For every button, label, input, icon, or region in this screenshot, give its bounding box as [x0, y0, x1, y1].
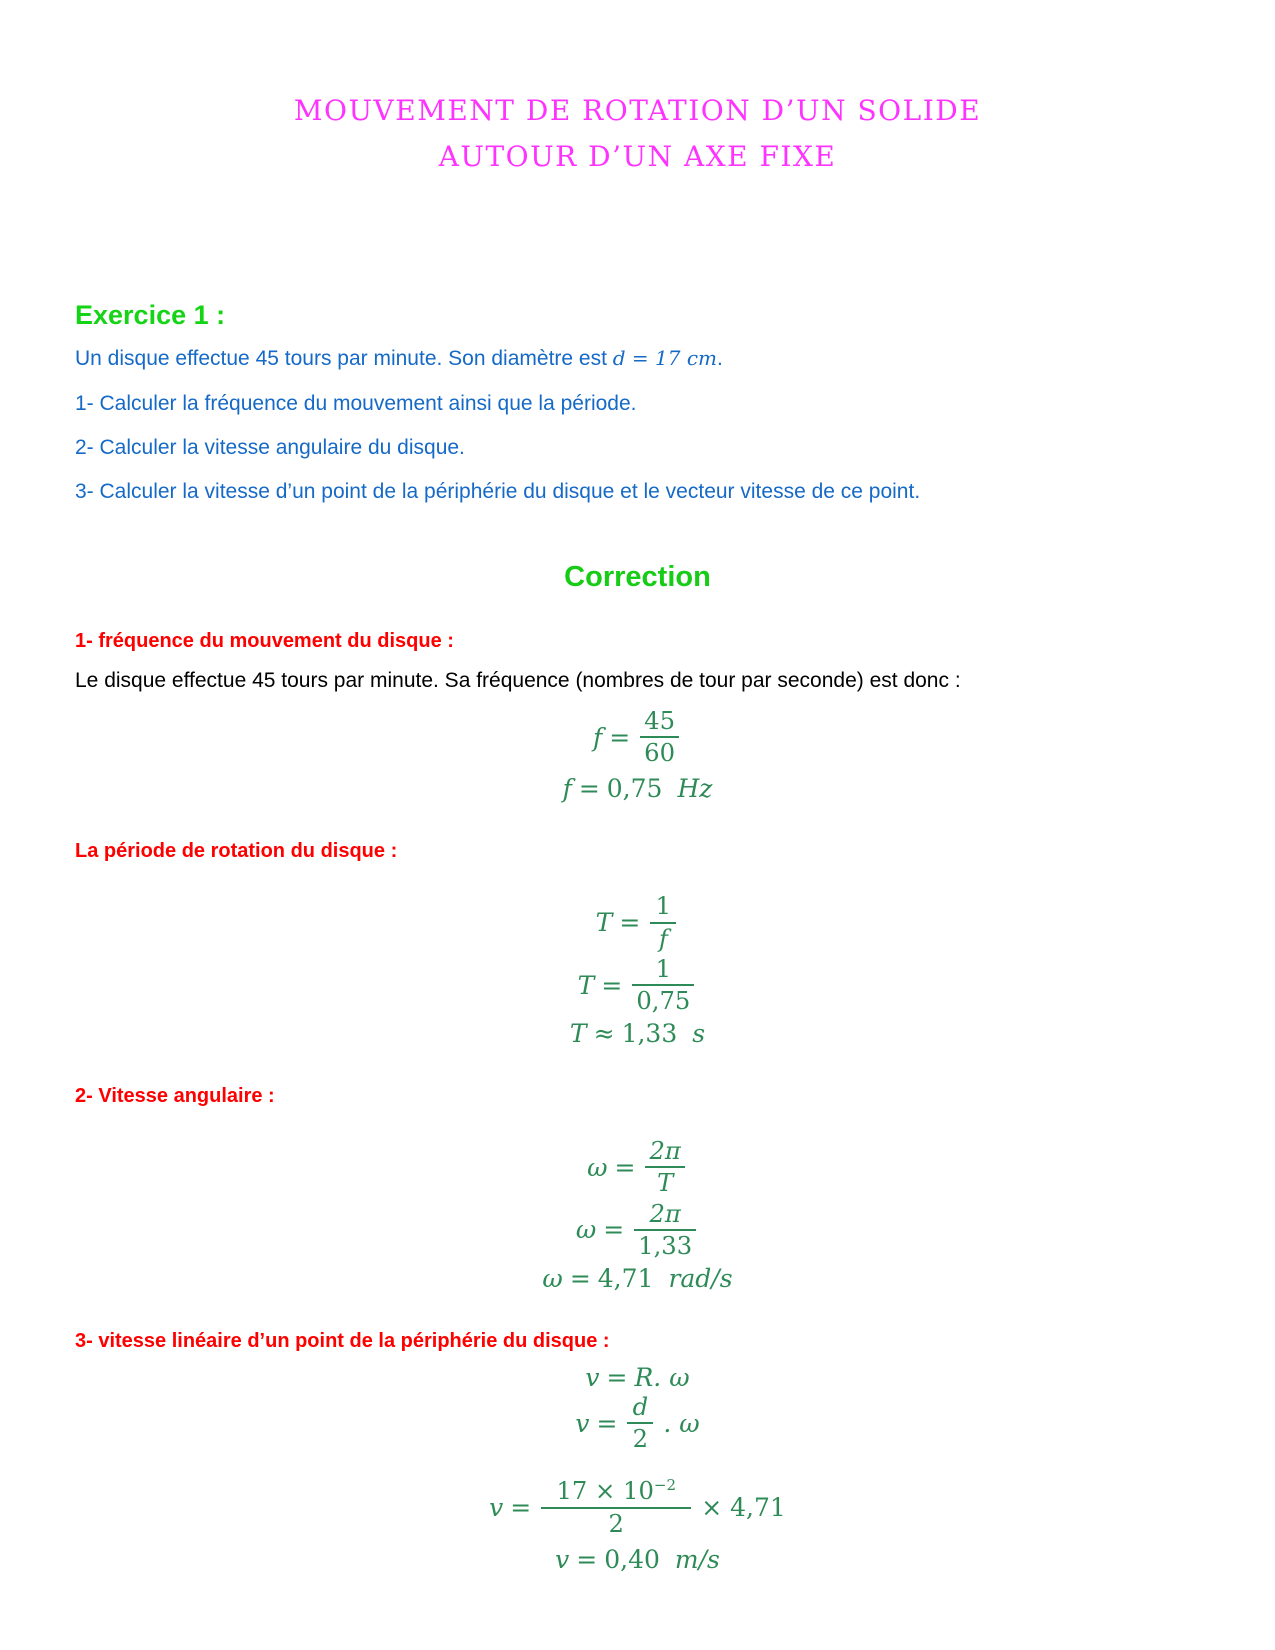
formula-v-result: [75, 1542, 1200, 1577]
formula-omega-result-lhs: ω: [542, 1263, 563, 1293]
correction-section-heading-1: 1- fréquence du mouvement du disque :: [75, 629, 454, 652]
spacer: [75, 1051, 1200, 1069]
exercise-question-2: 2- Calculer la vitesse angulaire du disque.: [75, 436, 465, 460]
formula-omega-lhs: ω: [587, 1152, 608, 1182]
formula-f-result-value: 0,75: [606, 774, 663, 804]
correction-section-body-1: Le disque effectue 45 tours par minute. Sa fréquence (nombres de tour par seconde) est donc :: [75, 668, 961, 692]
formula-f-result: [75, 771, 1200, 806]
formula-v-halfd-lhs: v: [575, 1408, 590, 1438]
correction-section-heading-2: La période de rotation du disque :: [75, 840, 398, 863]
spacer: [75, 1296, 1200, 1314]
fraction-denominator: T: [657, 1168, 674, 1198]
fraction-1-f: [650, 893, 676, 951]
formula-v-rhs: R. ω: [634, 1362, 690, 1392]
formula-omega-numeric: [75, 1199, 1200, 1261]
fraction-denominator: 2: [608, 1508, 624, 1538]
spacer: [75, 1118, 1200, 1136]
formula-v-numeric-operator: =: [510, 1492, 532, 1522]
title-line-2: AUTOUR D’UN AXE FIXE: [438, 140, 837, 174]
formula-T-result-unit: s: [692, 1019, 706, 1049]
formula-omega-result-value: 4,71: [597, 1263, 654, 1293]
formula-T-result-operator: ≈: [593, 1019, 615, 1049]
correction-section-heading-3: 2- Vitesse angulaire :: [75, 1085, 275, 1108]
fraction-numerator: 2π: [649, 1136, 681, 1166]
exercise-heading: Exercice 1 :: [75, 300, 226, 331]
fraction-2pi-T: [645, 1138, 684, 1196]
statement-inline-math: d = 17 cm: [612, 346, 718, 371]
formula-T-result-value: 1,33: [621, 1019, 678, 1049]
formula-v-definition: [75, 1363, 1200, 1392]
formula-f-fraction: [75, 703, 1200, 771]
formula-v-lhs: v: [585, 1362, 600, 1392]
fraction-denominator: 2: [632, 1424, 649, 1454]
correction-heading: Correction: [564, 560, 711, 593]
formula-T-lhs: T: [595, 908, 613, 938]
formula-omega-numeric-operator: =: [603, 1215, 625, 1245]
formula-T-numeric-lhs: T: [577, 970, 595, 1000]
fraction-numerator: 45: [644, 706, 676, 736]
formula-f-result-unit: Hz: [677, 774, 713, 804]
formula-v-result-operator: =: [576, 1544, 598, 1574]
formula-f-lhs: f: [592, 722, 603, 752]
formula-v-numeric: [75, 1472, 1200, 1541]
formula-omega-result-unit: rad/s: [668, 1263, 733, 1293]
formula-f-result-lhs: f: [562, 774, 572, 804]
spacer: [75, 1454, 1200, 1472]
formula-omega-result: [75, 1261, 1200, 1296]
fraction-1-075: [632, 953, 694, 1016]
statement-text-tail: .: [717, 347, 723, 371]
formula-omega-result-operator: =: [569, 1263, 591, 1293]
fraction-numerator: 1: [655, 891, 672, 921]
exercise-statement: [75, 337, 1200, 381]
statement-text-lead: Un disque effectue 45 tours par minute. Son diamètre est: [75, 347, 613, 371]
fraction-2pi-133: [634, 1198, 696, 1260]
fraction-numerator: 1: [655, 953, 672, 983]
formula-v-numeric-lhs: v: [489, 1492, 504, 1522]
fraction-denominator: 60: [644, 738, 676, 768]
formula-T-definition: [75, 891, 1200, 953]
fraction-denominator: 0,75: [636, 986, 691, 1016]
formula-omega-definition: [75, 1136, 1200, 1198]
spacer: [75, 806, 1200, 824]
exercise-question-3: 3- Calculer la vitesse d’un point de la périphérie du disque et le vecteur vitesse de ce point.: [75, 480, 921, 504]
fraction-numerator: [552, 1477, 680, 1504]
fraction-numerator: 2π: [649, 1198, 681, 1228]
formula-v-numeric-suffix: × 4,71: [701, 1492, 786, 1522]
formula-T-numeric: [75, 954, 1200, 1016]
fraction-numerator: d: [632, 1391, 649, 1421]
formula-T-numeric-operator: =: [601, 970, 623, 1000]
formula-v-result-unit: m/s: [674, 1544, 720, 1574]
page-title: [75, 0, 1200, 180]
correction-section-heading-4: 3- vitesse linéaire d’un point de la périphérie du disque :: [75, 1329, 610, 1352]
formula-omega-operator: =: [614, 1152, 636, 1182]
fraction-d-2: [627, 1391, 653, 1454]
formula-T-result-lhs: T: [569, 1019, 587, 1049]
formula-v-result-value: 0,40: [604, 1544, 660, 1574]
fraction-scientific-2: [541, 1477, 691, 1536]
title-line-1: MOUVEMENT DE ROTATION D’UN SOLIDE: [293, 94, 982, 127]
formula-v-result-lhs: v: [555, 1544, 570, 1574]
fraction-45-60: [640, 708, 679, 766]
formula-v-operator: =: [606, 1362, 628, 1392]
formula-f-result-operator: =: [578, 774, 600, 804]
spacer: [75, 873, 1200, 891]
formula-v-halfd: [75, 1392, 1200, 1454]
fraction-denominator: 1,33: [638, 1230, 693, 1260]
numerator-base: 17 × 10: [556, 1476, 654, 1506]
formula-v-halfd-suffix: . ω: [663, 1408, 700, 1438]
formula-v-halfd-operator: =: [596, 1408, 618, 1438]
formula-omega-numeric-lhs: ω: [575, 1215, 597, 1245]
numerator-exponent: −2: [653, 1476, 677, 1495]
fraction-denominator: f: [658, 923, 668, 953]
exercise-question-1: 1- Calculer la fréquence du mouvement ainsi que la période.: [75, 391, 637, 415]
formula-f-operator: =: [609, 722, 631, 752]
formula-T-operator: =: [619, 908, 641, 938]
formula-T-result: [75, 1016, 1200, 1051]
